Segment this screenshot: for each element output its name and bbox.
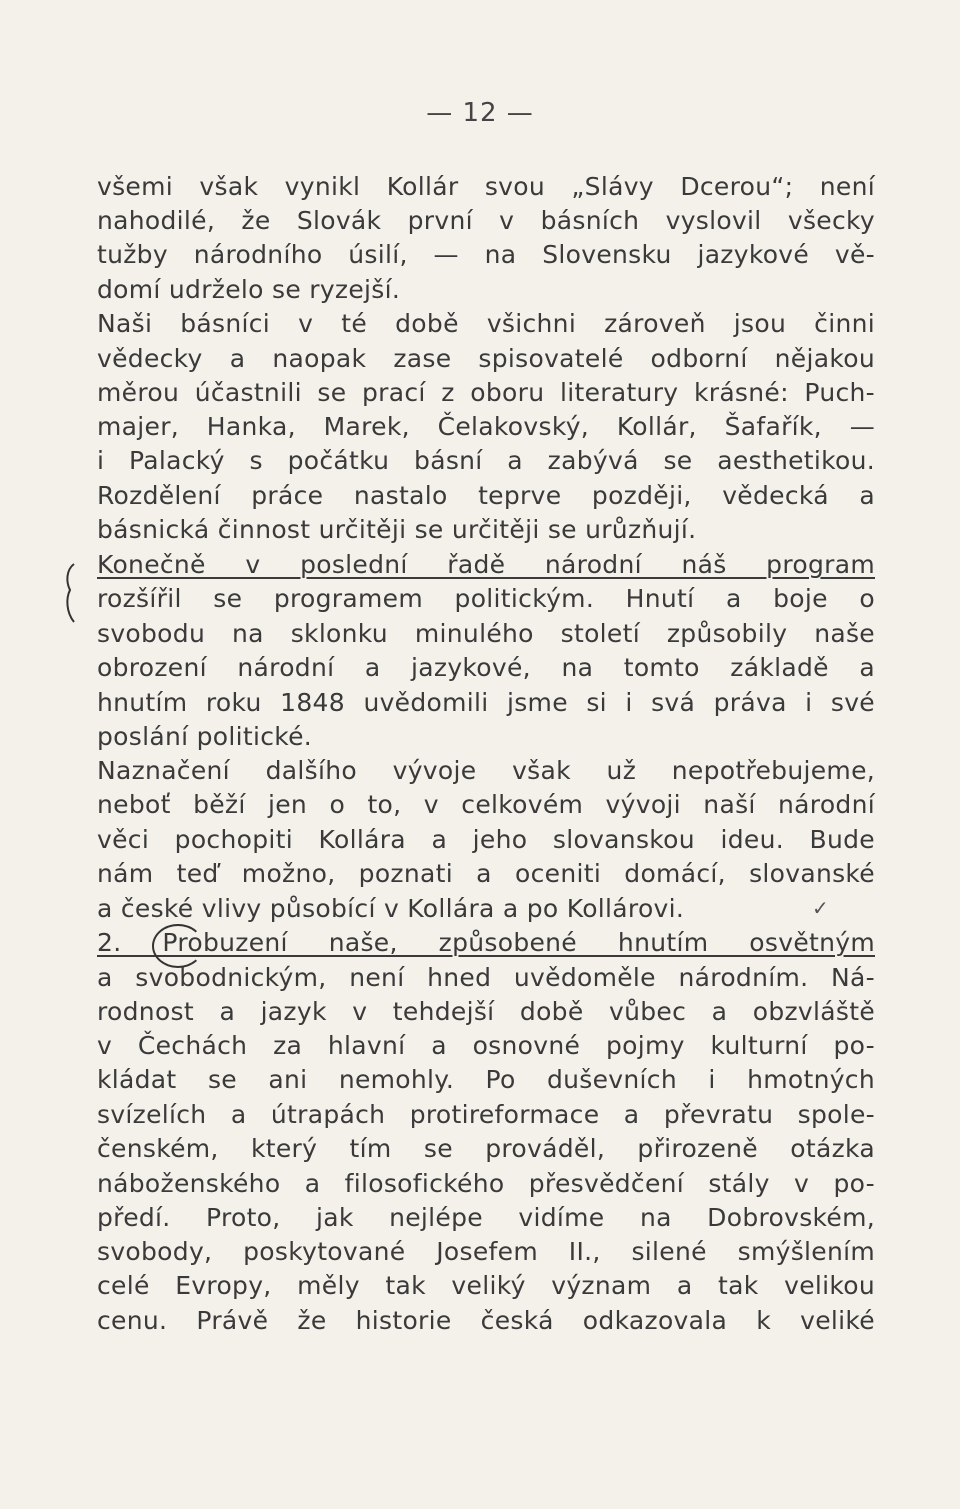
text-line: svízelích a útrapách protireformace a převratu spole-	[97, 1100, 875, 1129]
circled-number-mark	[152, 924, 204, 968]
text-line: celé Evropy, měly tak veliký význam a tak velikou	[97, 1271, 875, 1300]
text-line: svobodu na sklonku minulého století způsobily naše	[97, 619, 875, 648]
text-line: domí udrželo se ryzejší.	[97, 275, 401, 304]
text-line: a české vlivy působící v Kollára a po Kollárovi.	[97, 894, 685, 923]
text-line: všemi však vynikl Kollár svou „Slávy Dcerou“; není	[97, 172, 875, 201]
text-line: kládat se ani nemohly. Po duševních i hmotných	[97, 1065, 875, 1094]
text-line: v Čechách za hlavní a osnovné pojmy kulturní po-	[97, 1031, 875, 1060]
page-number: — 12 —	[426, 98, 534, 128]
text-line: tužby národního úsilí, — na Slovensku jazykové vě-	[97, 240, 875, 269]
text-line: hnutím roku 1848 uvědomili jsme si i svá práva i své	[97, 688, 875, 717]
text-line: měrou účastnili se prací z oboru literatury krásné: Puch-	[97, 378, 875, 407]
margin-bracket-mark	[62, 562, 78, 624]
text-line: náboženského a filosofického přesvědčení stály v po-	[97, 1169, 875, 1198]
text-line: i Palacký s počátku básní a zabývá se aesthetikou.	[97, 446, 875, 475]
text-line: majer, Hanka, Marek, Čelakovský, Kollár, Šafařík, —	[97, 412, 875, 441]
text-line: a svobodnickým, není hned uvědoměle národním. Ná-	[97, 963, 875, 992]
text-line: svobody, poskytované Josefem II., silené smýšlením	[97, 1237, 875, 1266]
text-line: neboť běží jen o to, v celkovém vývoji naší národní	[97, 790, 875, 819]
text-line: poslání politické.	[97, 722, 313, 751]
text-line: básnická činnost určitěji se určitěji se urůzňují.	[97, 515, 697, 544]
text-line: předí. Proto, jak nejlépe vidíme na Dobrovském,	[97, 1203, 875, 1232]
text-line-underlined: 2. Probuzení naše, způsobené hnutím osvětným	[97, 928, 875, 957]
text-line: Naznačení dalšího vývoje však už nepotřebujeme,	[97, 756, 875, 785]
text-line-underlined: Konečně v poslední řadě národní náš program	[97, 550, 875, 579]
text-line: nahodilé, že Slovák první v básních vyslovil všecky	[97, 206, 875, 235]
text-line: nám teď možno, poznati a oceniti domácí, slovanské	[97, 859, 875, 888]
text-line: cenu. Právě že historie česká odkazovala k veliké	[97, 1306, 875, 1335]
text-line: čenském, který tím se prováděl, přirozeně otázka	[97, 1134, 875, 1163]
text-line: Naši básníci v té době všichni zároveň jsou činni	[97, 309, 875, 338]
pencil-mark: ✓	[812, 896, 829, 920]
text-line: rozšířil se programem politickým. Hnutí a boje o	[97, 584, 875, 613]
text-line: Rozdělení práce nastalo teprve později, vědecká a	[97, 481, 875, 510]
text-line: rodnost a jazyk v tehdejší době vůbec a obzvláště	[97, 997, 875, 1026]
text-line: vědecky a naopak zase spisovatelé odborní nějakou	[97, 344, 875, 373]
text-line: věci pochopiti Kollára a jeho slovanskou ideu. Bude	[97, 825, 875, 854]
text-line: obrození národní a jazykové, na tomto základě a	[97, 653, 875, 682]
